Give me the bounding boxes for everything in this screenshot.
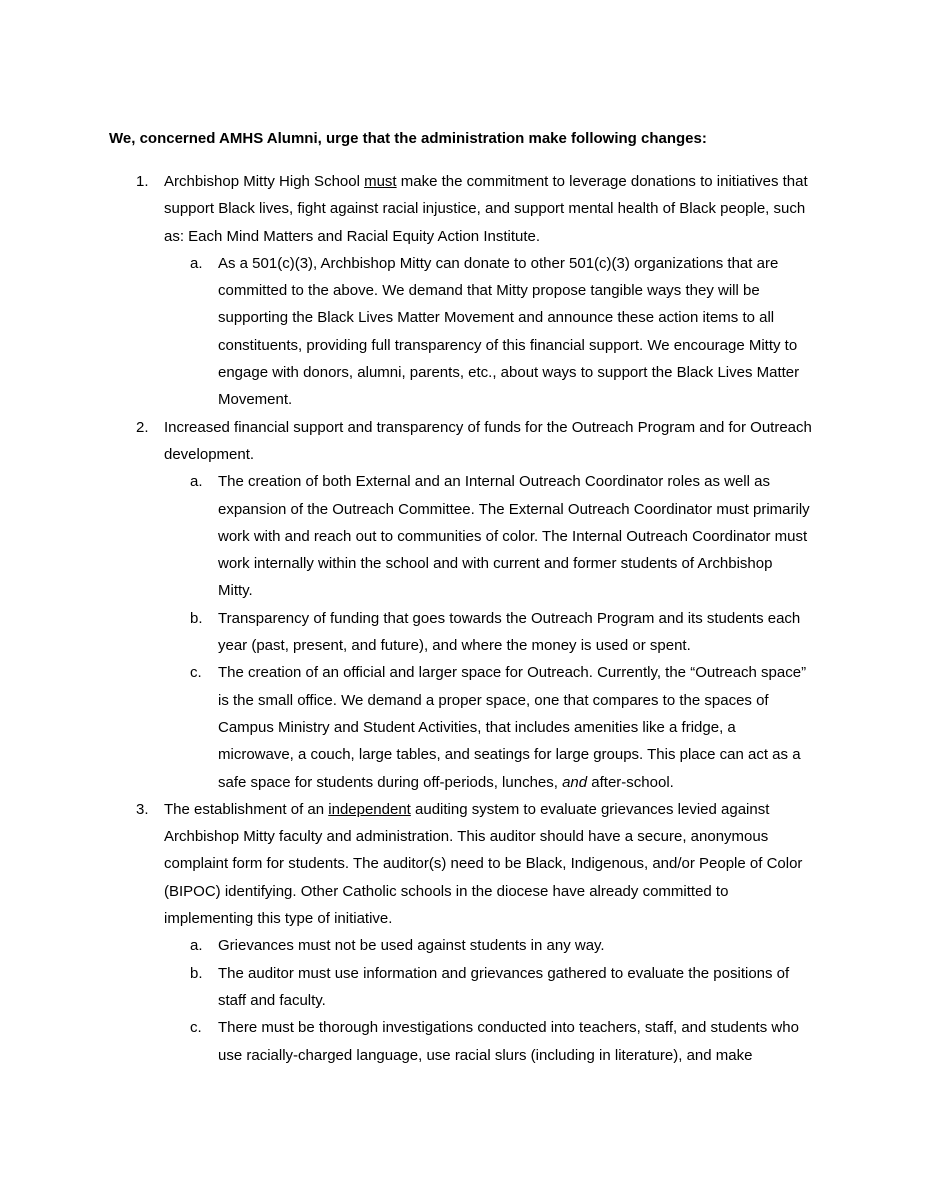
list-item	[0, 796, 927, 932]
text-line: work internally within the school and with current and former students of Archbishop	[218, 555, 773, 573]
sub-item-letter: a.	[190, 473, 203, 491]
text-line: implementing this type of initiative.	[164, 910, 393, 928]
text-line: committed to the above. We demand that Mitty propose tangible ways they will be	[218, 282, 760, 300]
text-line: development.	[164, 445, 255, 463]
text-line: expansion of the Outreach Committee. The External Outreach Coordinator must primarily	[218, 500, 810, 518]
text-line: microwave, a couch, large tables, and seatings for large groups. This place can act as a	[218, 746, 801, 764]
text-line: (BIPOC) identifying. Other Catholic schools in the diocese have already committed to	[164, 882, 729, 900]
list-item	[0, 168, 927, 250]
sub-list-item	[0, 605, 927, 660]
sub-list-item	[0, 468, 927, 604]
list-item	[0, 414, 927, 469]
demands-list	[0, 168, 927, 1069]
item-number: 3.	[136, 800, 149, 818]
sub-list-item	[0, 1014, 927, 1069]
text-line: The creation of an official and larger space for Outreach. Currently, the “Outreach space”	[218, 664, 807, 682]
text-line: Increased financial support and transparency of funds for the Outreach Program and for Outreach	[164, 418, 812, 436]
underlined-word: independent	[328, 800, 411, 818]
document-heading: We, concerned AMHS Alumni, urge that the administration make following changes:	[109, 130, 707, 147]
text-line: use racially-charged language, use racial slurs (including in literature), and make	[218, 1046, 753, 1064]
text-line: is the small office. We demand a proper space, one that compares to the spaces of	[218, 691, 769, 709]
sub-item-letter: c.	[190, 1019, 202, 1037]
text-line: As a 501(c)(3), Archbishop Mitty can donate to other 501(c)(3) organizations that are	[218, 254, 779, 272]
text-line: year (past, present, and future), and where the money is used or spent.	[218, 637, 691, 655]
text-line: engage with donors, alumni, parents, etc., about ways to support the Black Lives Matter	[218, 364, 800, 382]
text-line: Campus Ministry and Student Activities, that includes amenities like a fridge, a	[218, 718, 736, 736]
text-line: Archbishop Mitty faculty and administration. This auditor should have a secure, anonymous	[164, 828, 769, 846]
sub-list-item	[0, 960, 927, 1015]
text-line: Grievances must not be used against students in any way.	[218, 937, 605, 955]
item-number: 1.	[136, 173, 149, 190]
italic-word: and	[562, 773, 588, 791]
sub-list-item	[0, 932, 927, 959]
sub-item-letter: b.	[190, 609, 203, 627]
text-line: Transparency of funding that goes towards the Outreach Program and its students each	[218, 609, 801, 627]
sub-list-item	[0, 250, 927, 414]
text-line: Archbishop Mitty High School must make the commitment to leverage donations to initiatives that	[164, 173, 808, 190]
text-line: Mitty.	[218, 582, 253, 600]
text-line: The creation of both External and an Internal Outreach Coordinator roles as well as	[218, 473, 770, 491]
sub-item-letter: c.	[190, 664, 202, 682]
text-line: Movement.	[218, 391, 293, 409]
underlined-word: must	[364, 173, 397, 190]
text-line: constituents, providing full transparency of this financial support. We encourage Mitty to	[218, 336, 798, 354]
text-line: The establishment of an independent auditing system to evaluate grievances levied against	[164, 800, 770, 818]
text-line: support Black lives, fight against racial injustice, and support mental health of Black people, such	[164, 200, 806, 218]
text-line: supporting the Black Lives Matter Movement and announce these action items to all	[218, 309, 775, 327]
text-line: safe space for students during off-periods, lunches, and after-school.	[218, 773, 674, 791]
sub-list-item	[0, 659, 927, 795]
item-number: 2.	[136, 418, 149, 436]
text-line: The auditor must use information and grievances gathered to evaluate the positions of	[218, 964, 790, 982]
text-line: There must be thorough investigations conducted into teachers, staff, and students who	[218, 1019, 799, 1037]
sub-item-letter: a.	[190, 937, 203, 955]
text-line: as: Each Mind Matters and Racial Equity Action Institute.	[164, 227, 541, 245]
sub-item-letter: b.	[190, 964, 203, 982]
text-line: complaint form for students. The auditor(s) need to be Black, Indigenous, and/or People of Color	[164, 855, 803, 873]
text-line: staff and faculty.	[218, 991, 326, 1009]
text-line: work with and reach out to communities of color. The Internal Outreach Coordinator must	[218, 527, 808, 545]
sub-item-letter: a.	[190, 254, 203, 272]
